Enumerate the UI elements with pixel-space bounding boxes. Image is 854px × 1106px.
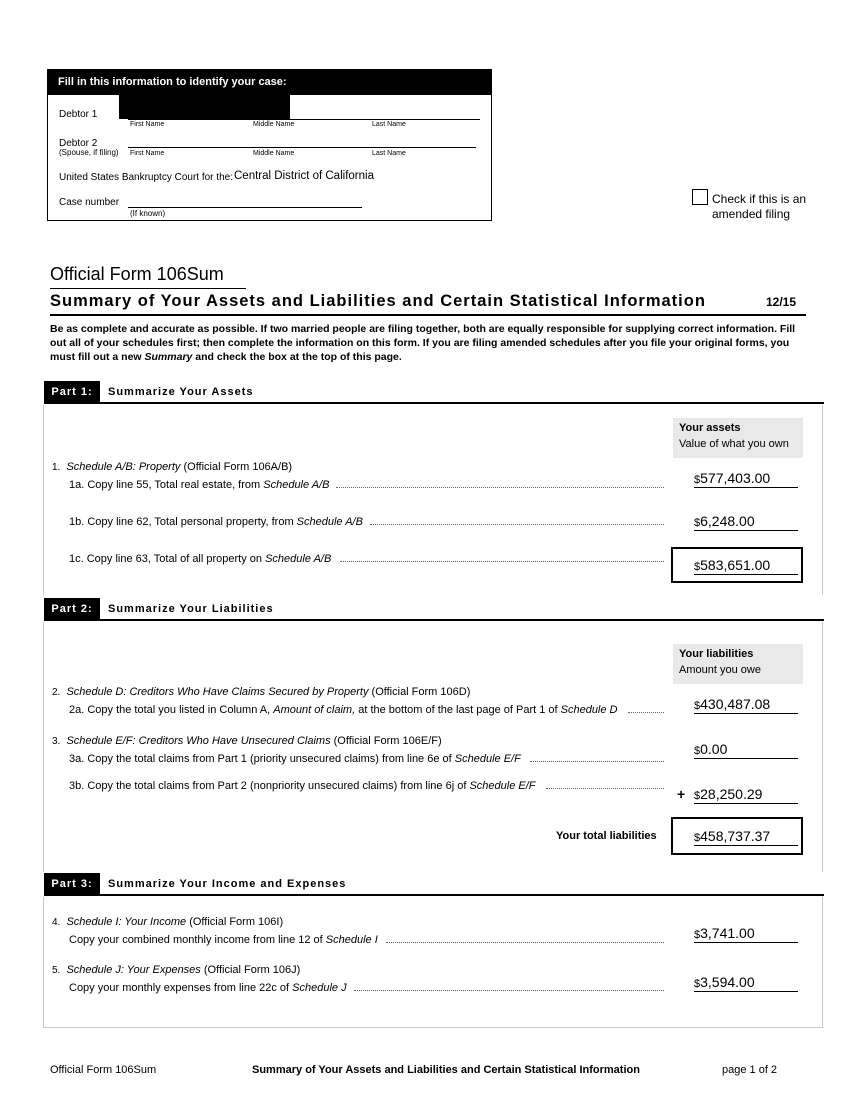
line4-heading [52, 916, 283, 928]
plus-sign: + [677, 786, 686, 802]
line1c-desc: 1c. Copy line 63, Total of all property on [69, 553, 266, 565]
line3a-text [69, 753, 521, 765]
line1-number: 1. [52, 462, 61, 473]
line2a-amount: 430,487.08 [700, 696, 771, 712]
amended-label-line1: Check if this is an [712, 192, 807, 206]
court-label: United States Bankruptcy Court for the: [59, 172, 233, 183]
line1-form: (Official Form 106A/B) [183, 461, 293, 473]
total-liabilities-amount: 458,737.37 [700, 828, 771, 844]
assets-col-title: Your assets [679, 422, 741, 434]
part1-title: Summarize Your Assets [108, 386, 254, 398]
line5-leader [354, 990, 664, 991]
line2-number: 2. [52, 687, 61, 698]
part3-tag: Part 3: [44, 873, 100, 895]
currency-symbol: $ [694, 978, 701, 990]
debtor2-label: Debtor 2 [59, 138, 98, 149]
line3b-schedule: Schedule E/F [469, 780, 536, 792]
liabilities-col-title: Your liabilities [679, 648, 754, 660]
line2a-schedule: Schedule D [560, 704, 618, 716]
line1a-schedule: Schedule A/B [263, 479, 330, 491]
line4-leader [386, 942, 664, 943]
part2-header [44, 598, 824, 620]
assets-col-subtitle: Value of what you own [679, 438, 789, 450]
line3b-leader [546, 788, 664, 789]
line1a-amount-field[interactable] [694, 470, 798, 488]
line1a-leader [336, 487, 664, 488]
instructions-text-2: and check the box at the top of this page. [192, 351, 402, 363]
line3a-amount-field[interactable] [694, 741, 798, 759]
line1b-leader [370, 524, 664, 525]
part3-rule [44, 894, 824, 896]
line2-form: (Official Form 106D) [371, 686, 471, 698]
debtor2-spouse-note: (Spouse, if filing) [59, 148, 119, 157]
part2-title: Summarize Your Liabilities [108, 603, 274, 615]
amended-label-line2: amended filing [712, 207, 791, 221]
part2-tag: Part 2: [44, 598, 100, 620]
line2-schedule: Schedule D: Creditors Who Have Claims Secured by Property [66, 686, 369, 698]
line4-number: 4. [52, 917, 61, 928]
line1c-schedule: Schedule A/B [265, 553, 332, 565]
line2a-leader [628, 712, 664, 713]
currency-symbol: $ [694, 745, 701, 757]
line1a-desc: 1a. Copy line 55, Total real estate, from [69, 479, 264, 491]
line3-schedule: Schedule E/F: Creditors Who Have Unsecured Claims [66, 735, 331, 747]
line4-amount-field[interactable] [694, 925, 798, 943]
line5-schedule: Schedule J: Your Expenses [66, 964, 201, 976]
line5-number: 5. [52, 965, 61, 976]
part1-rule [44, 402, 824, 404]
assets-column-header [673, 418, 803, 458]
part1-tag: Part 1: [44, 381, 100, 403]
line1c-amount: 583,651.00 [700, 557, 771, 573]
line2a-text [69, 704, 618, 716]
line4-schedule: Schedule I: Your Income [66, 916, 187, 928]
line2a-amount-of-claim: Amount of claim, [273, 704, 356, 716]
line3b-desc: 3b. Copy the total claims from Part 2 (nonpriority unsecured claims) from line 6j of [69, 780, 470, 792]
line2a-amount-field[interactable] [694, 696, 798, 714]
part3-title: Summarize Your Income and Expenses [108, 878, 347, 890]
form-identifier: Official Form 106Sum [50, 264, 224, 284]
part1-header [44, 381, 824, 403]
case-number-field[interactable] [128, 207, 362, 208]
instructions-paragraph [50, 322, 802, 364]
currency-symbol: $ [694, 790, 701, 802]
debtor1-first-name-caption: First Name [130, 121, 165, 128]
currency-symbol: $ [694, 700, 701, 712]
case-box-header: Fill in this information to identify your case: [48, 70, 491, 95]
part2-rule [44, 619, 824, 621]
line4-form: (Official Form 106I) [189, 916, 284, 928]
footer-form-title: Summary of Your Assets and Liabilities and Certain Statistical Information [252, 1064, 640, 1076]
instructions-text-1: Be as complete and accurate as possible. If two married people are filing together, both are equally responsible for supplying correct information. Fill out all of your schedules first; then complete the information on this form. If you are filing amended schedules after you file your original forms, you must fill out a new [50, 323, 796, 363]
line1c-leader [340, 561, 664, 562]
line1b-desc: 1b. Copy line 62, Total personal property, from [69, 516, 297, 528]
currency-symbol: $ [694, 929, 701, 941]
redacted-debtor1-name [119, 95, 290, 119]
line3a-desc: 3a. Copy the total claims from Part 1 (priority unsecured claims) from line 6e of [69, 753, 455, 765]
line3b-amount: 28,250.29 [700, 786, 763, 802]
debtor2-last-name-caption: Last Name [372, 150, 406, 157]
debtor1-last-name-caption: Last Name [372, 121, 406, 128]
line3b-amount-field[interactable] [694, 786, 798, 804]
title-rule [50, 314, 806, 316]
line5-text [69, 982, 347, 994]
line1b-text [69, 516, 363, 528]
currency-symbol: $ [694, 474, 701, 486]
line3a-amount: 0.00 [700, 741, 728, 757]
line1a-amount: 577,403.00 [700, 470, 771, 486]
line1c-amount-field[interactable] [694, 557, 798, 575]
instructions-summary-em: Summary [144, 351, 193, 363]
case-number-label: Case number [59, 197, 120, 208]
line3a-schedule: Schedule E/F [454, 753, 521, 765]
currency-symbol: $ [694, 832, 701, 844]
total-liabilities-field[interactable] [694, 828, 798, 846]
debtor1-middle-name-caption: Middle Name [253, 121, 295, 128]
line1a-text [69, 479, 330, 491]
line5-heading [52, 964, 300, 976]
line3-form: (Official Form 106E/F) [333, 735, 442, 747]
line1c-text [69, 553, 331, 565]
line4-text [69, 934, 378, 946]
court-district-value: Central District of California [234, 170, 374, 182]
part3-header [44, 873, 824, 895]
line3-heading [52, 735, 442, 747]
line5-amount-field[interactable] [694, 974, 798, 992]
line4-desc: Copy your combined monthly income from line 12 of [69, 934, 326, 946]
debtor2-first-name-caption: First Name [130, 150, 165, 157]
line1-schedule: Schedule A/B: Property [66, 461, 181, 473]
case-number-if-known: (If known) [130, 209, 166, 218]
line1b-schedule: Schedule A/B [296, 516, 363, 528]
currency-symbol: $ [694, 517, 701, 529]
liabilities-column-header [673, 644, 803, 684]
line3-number: 3. [52, 736, 61, 747]
line2a-desc-mid: at the bottom of the last page of Part 1 of [355, 704, 561, 716]
line1b-amount: 6,248.00 [700, 513, 755, 529]
line3b-text [69, 780, 535, 792]
footer-form-id: Official Form 106Sum [50, 1064, 157, 1076]
form-revision: 12/15 [766, 295, 797, 309]
line3a-leader [530, 761, 664, 762]
line4-amount: 3,741.00 [700, 925, 755, 941]
line5-desc: Copy your monthly expenses from line 22c of [69, 982, 293, 994]
line5-schedule-ref: Schedule J [292, 982, 347, 994]
footer-page-number: page 1 of 2 [722, 1064, 778, 1076]
currency-symbol: $ [694, 561, 701, 573]
amended-filing-checkbox[interactable] [692, 189, 708, 205]
amended-filing-label [712, 192, 806, 222]
debtor1-name-line[interactable] [128, 119, 480, 120]
form-title: Summary of Your Assets and Liabilities and Certain Statistical Information [50, 292, 706, 310]
debtor1-label: Debtor 1 [59, 109, 98, 120]
line4-schedule-ref: Schedule I [325, 934, 378, 946]
debtor2-middle-name-caption: Middle Name [253, 150, 295, 157]
line5-form: (Official Form 106J) [203, 964, 301, 976]
liabilities-col-subtitle: Amount you owe [679, 664, 761, 676]
debtor2-name-line[interactable] [128, 147, 476, 148]
total-liabilities-label: Your total liabilities [556, 830, 657, 842]
line1b-amount-field[interactable] [694, 513, 798, 531]
line5-amount: 3,594.00 [700, 974, 755, 990]
form-id-underline [50, 288, 246, 289]
line2a-desc: 2a. Copy the total you listed in Column A, [69, 704, 274, 716]
line1-heading [52, 461, 292, 473]
line2-heading [52, 686, 470, 698]
